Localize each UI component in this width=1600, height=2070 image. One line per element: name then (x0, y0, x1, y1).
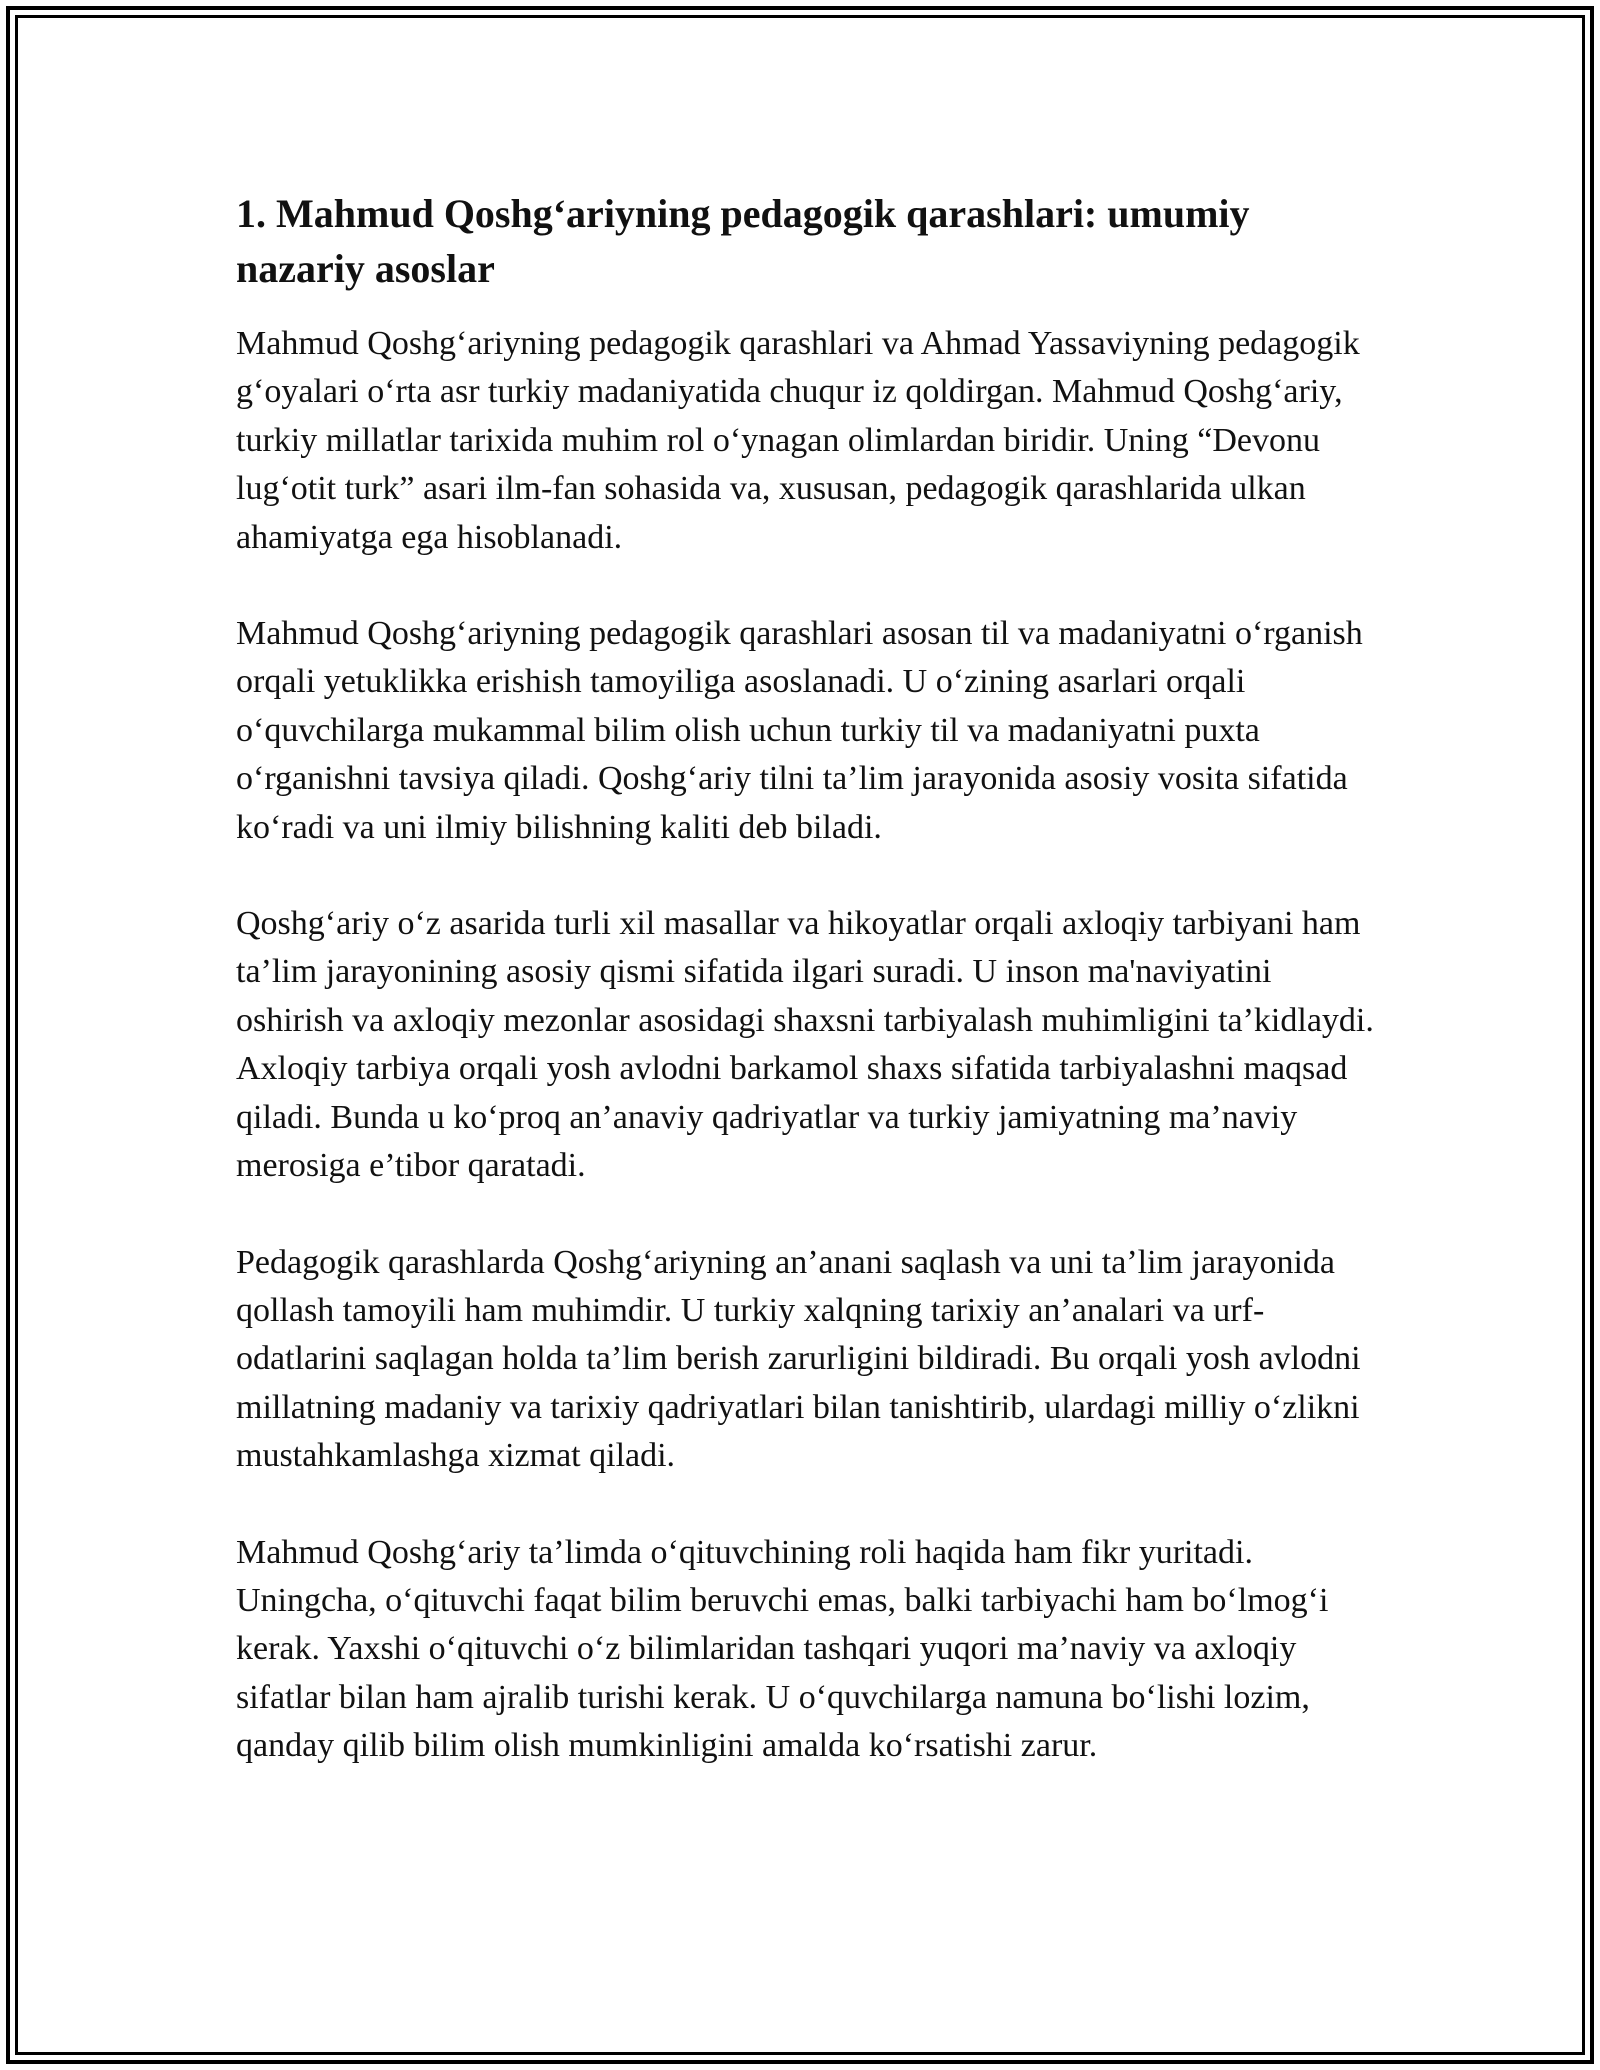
section-title: 1. Mahmud Qoshg‘ariyning pedagogik qarashlari: umumiy nazariy asoslar (236, 191, 1250, 291)
paragraph-5: Mahmud Qoshg‘ariy ta’limda o‘qituvchining roli haqida ham fikr yuritadi. Uningcha, o‘qituvchi faqat bilim beruvchi emas, balki tarbiyachi ham bo‘lmog‘i kerak. Yaxshi o‘qituvchi o‘z bilimlaridan tashqari yuqori ma’naviy va axloqiy sifatlar bilan ham ajralib turishi kerak. U o‘quvchilarga namuna bo‘lishi lozim, qanday qilib bilim olish mumkinligini amalda ko‘rsatishi zarur. (236, 1533, 1329, 1765)
paragraph-2: Mahmud Qoshg‘ariyning pedagogik qarashlari asosan til va madaniyatni o‘rganish orqali yetuklikka erishish tamoyiliga asoslanadi. U o‘zining asarlari orqali o‘quvchilarga mukammal bilim olish uchun turkiy til va madaniyatni puxta o‘rganishni tavsiya qiladi. Qoshg‘ariy tilni ta’lim jarayonida asosiy vosita sifatida ko‘radi va uni ilmiy bilishning kaliti deb biladi. (236, 615, 1363, 846)
paragraph-1: Mahmud Qoshg‘ariyning pedagogik qarashlari va Ahmad Yassaviyning pedagogik g‘oyalari o‘rta asr turkiy madaniyatida chuqur iz qoldirgan. Mahmud Qoshg‘ariy, turkiy millatlar tarixida muhim rol o‘ynagan olimlardan biridir. Uning “Devonu lug‘otit turk” asari ilm-fan sohasida va, xususan, pedagogik qarashlarida ulkan ahamiyatga ega hisoblanadi. (236, 325, 1360, 556)
document-body (236, 186, 1376, 1771)
paragraph-4: Pedagogik qarashlarda Qoshg‘ariyning an’anani saqlash va uni ta’lim jarayonida qollash tamoyili ham muhimdir. U turkiy xalqning tarixiy an’analari va urf-odatlarini saqlagan holda ta’lim berish zarurligini bildiradi. Bu orqali yosh avlodni millatning madaniy va tarixiy qadriyatlari bilan tanishtirib, ulardagi milliy o‘zlikni mustahkamlashga xizmat qiladi. (236, 1243, 1361, 1475)
paragraph-3: Qoshg‘ariy o‘z asarida turli xil masallar va hikoyatlar orqali axloqiy tarbiyani ham ta’lim jarayonining asosiy qismi sifatida ilgari suradi. U inson ma'naviyatini oshirish va axloqiy mezonlar asosidagi shaxsni tarbiyalash muhimligini ta’kidlaydi. Axloqiy tarbiya orqali yosh avlodni barkamol shaxs sifatida tarbiyalashni maqsad qiladi. Bunda u ko‘proq an’anaviy qadriyatlar va turkiy jamiyatning ma’naviy merosiga e’tibor qaratadi. (236, 905, 1374, 1185)
